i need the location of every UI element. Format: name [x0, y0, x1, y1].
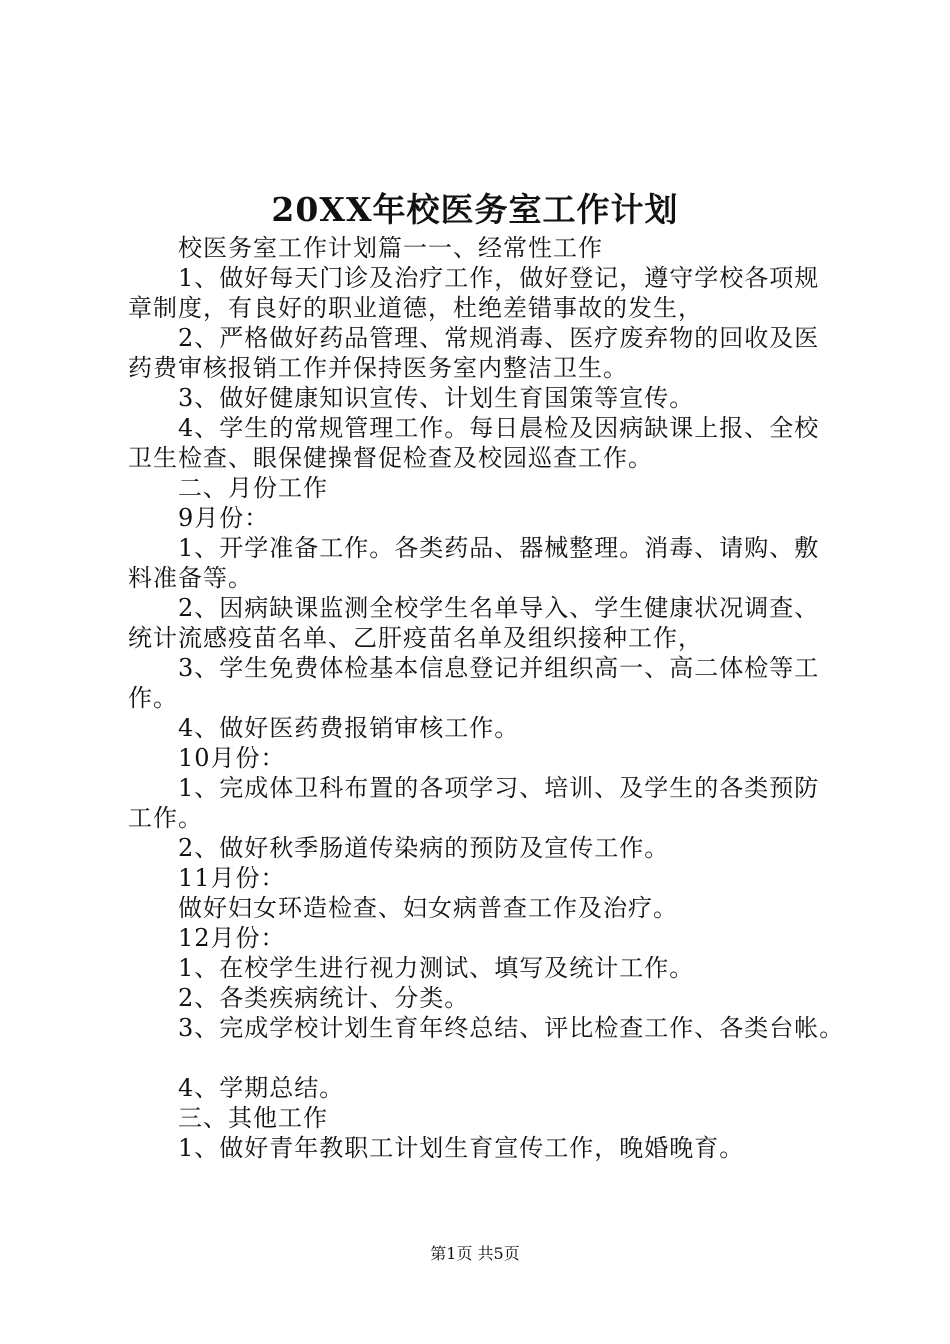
document-line: 药费审核报销工作并保持医务室内整洁卫生。 [128, 354, 628, 382]
document-line: 作。 [128, 684, 178, 712]
document-line: 4、做好医药费报销审核工作。 [178, 714, 520, 742]
document-line: 做好妇女环造检查、妇女病普查工作及治疗。 [178, 894, 678, 922]
document-line: 3、完成学校计划生育年终总结、评比检查工作、各类台帐。 [178, 1014, 845, 1042]
document-line: 9月份： [178, 504, 270, 532]
document-line: 1、在校学生进行视力测试、填写及统计工作。 [178, 954, 695, 982]
document-line: 工作。 [128, 804, 203, 832]
document-line: 1、完成体卫科布置的各项学习、培训、及学生的各类预防 [178, 774, 820, 802]
document-line: 2、做好秋季肠道传染病的预防及宣传工作。 [178, 834, 670, 862]
document-line: 1、做好每天门诊及治疗工作，做好登记，遵守学校各项规 [178, 264, 820, 292]
document-line: 12月份： [178, 924, 286, 952]
document-line: 校医务室工作计划篇一一、经常性工作 [178, 234, 603, 262]
document-line: 4、学期总结。 [178, 1074, 345, 1102]
document-line: 1、开学准备工作。各类药品、器械整理。消毒、请购、敷 [178, 534, 820, 562]
document-line: 二、月份工作 [178, 474, 328, 502]
document-line: 1、做好青年教职工计划生育宣传工作，晚婚晚育。 [178, 1134, 745, 1162]
document-line: 章制度，有良好的职业道德，杜绝差错事故的发生， [128, 294, 703, 322]
document-line: 2、因病缺课监测全校学生名单导入、学生健康状况调查、 [178, 594, 820, 622]
document-line: 卫生检查、眼保健操督促检查及校园巡查工作。 [128, 444, 653, 472]
document-body [128, 233, 853, 1163]
document-line [128, 1043, 853, 1073]
document-line: 统计流感疫苗名单、乙肝疫苗名单及组织接种工作， [128, 624, 703, 652]
document-line: 4、学生的常规管理工作。每日晨检及因病缺课上报、全校 [178, 414, 820, 442]
document-line: 料准备等。 [128, 564, 253, 592]
document-title: 20XX年校医务室工作计划 [271, 190, 679, 229]
document-line: 11月份： [178, 864, 286, 892]
document-line: 3、学生免费体检基本信息登记并组织高一、高二体检等工 [178, 654, 820, 682]
document-line: 三、其他工作 [178, 1104, 328, 1132]
document-line: 2、各类疾病统计、分类。 [178, 984, 470, 1012]
document-line: 3、做好健康知识宣传、计划生育国策等宣传。 [178, 384, 695, 412]
page-footer: 第1页 共5页 [430, 1244, 520, 1263]
document-line: 2、严格做好药品管理、常规消毒、医疗废弃物的回收及医 [178, 324, 820, 352]
document-line: 10月份： [178, 744, 286, 772]
